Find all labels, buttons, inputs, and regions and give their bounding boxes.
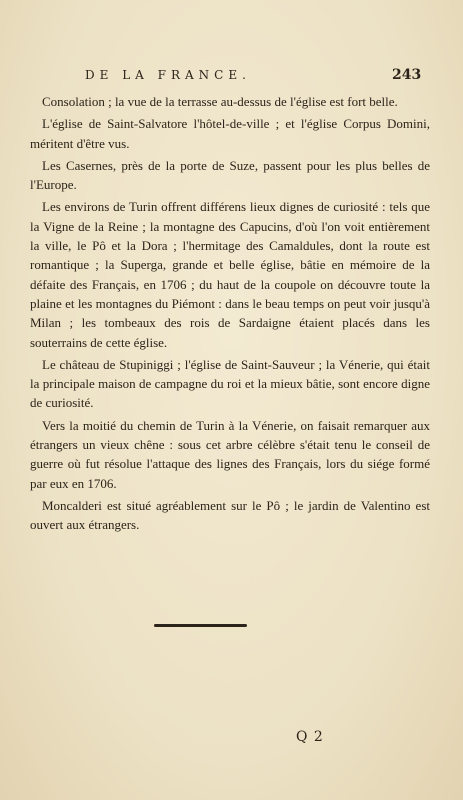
paragraph: Moncalderi est situé agréablement sur le Pô ; le jardin de Valentino est ouvert aux étrangers. (30, 497, 430, 533)
paragraph: Les Casernes, près de la porte de Suze, passent pour les plus belles de l'Europe. (30, 157, 430, 193)
page-body (30, 92, 430, 535)
running-header: DE LA FRANCE. (85, 68, 251, 82)
paragraph: Le château de Stupiniggi ; l'église de Saint-Sauveur ; la Vénerie, qui était la principale maison de campagne du roi et la mieux bâtie, sont encore digne de curiosité. (30, 356, 430, 411)
paragraph: Les environs de Turin offrent différens lieux dignes de curiosité : tels que la Vigne de la Reine ; la montagne des Capucins, d'où l'on voit entièrement la ville, le Pô et la Dora ; l'hermitage des Camaldules, dont la route est romantique ; la Superga, grande et belle église, bâtie en mémoire de la défaite des Français, en 1706 ; du haut de la coupole on découvre toute la plaine et les montagnes du Piémont : dans le beau temps on peut voir jusqu'à Milan ; les tombeaux des rois de Sardaigne étaient placés dans les souterrains de cette église. (30, 199, 430, 350)
signature-mark: Q 2 (296, 729, 324, 745)
paragraph: Vers la moitié du chemin de Turin à la Vénerie, on faisait remarquer aux étrangers un vieux chêne : sous cet arbre célèbre s'était tenu le conseil de guerre où fut résolue l'attaque des lignes des Français, lors du siége formé par eux en 1706. (30, 417, 430, 491)
paragraph: L'église de Saint-Salvatore l'hôtel-de-ville ; et l'église Corpus Domini, méritent d'être vus. (30, 116, 430, 151)
section-divider (154, 624, 247, 627)
page-number: 243 (392, 67, 422, 83)
paragraph: Consolation ; la vue de la terrasse au-dessus de l'église est fort belle. (42, 94, 398, 109)
